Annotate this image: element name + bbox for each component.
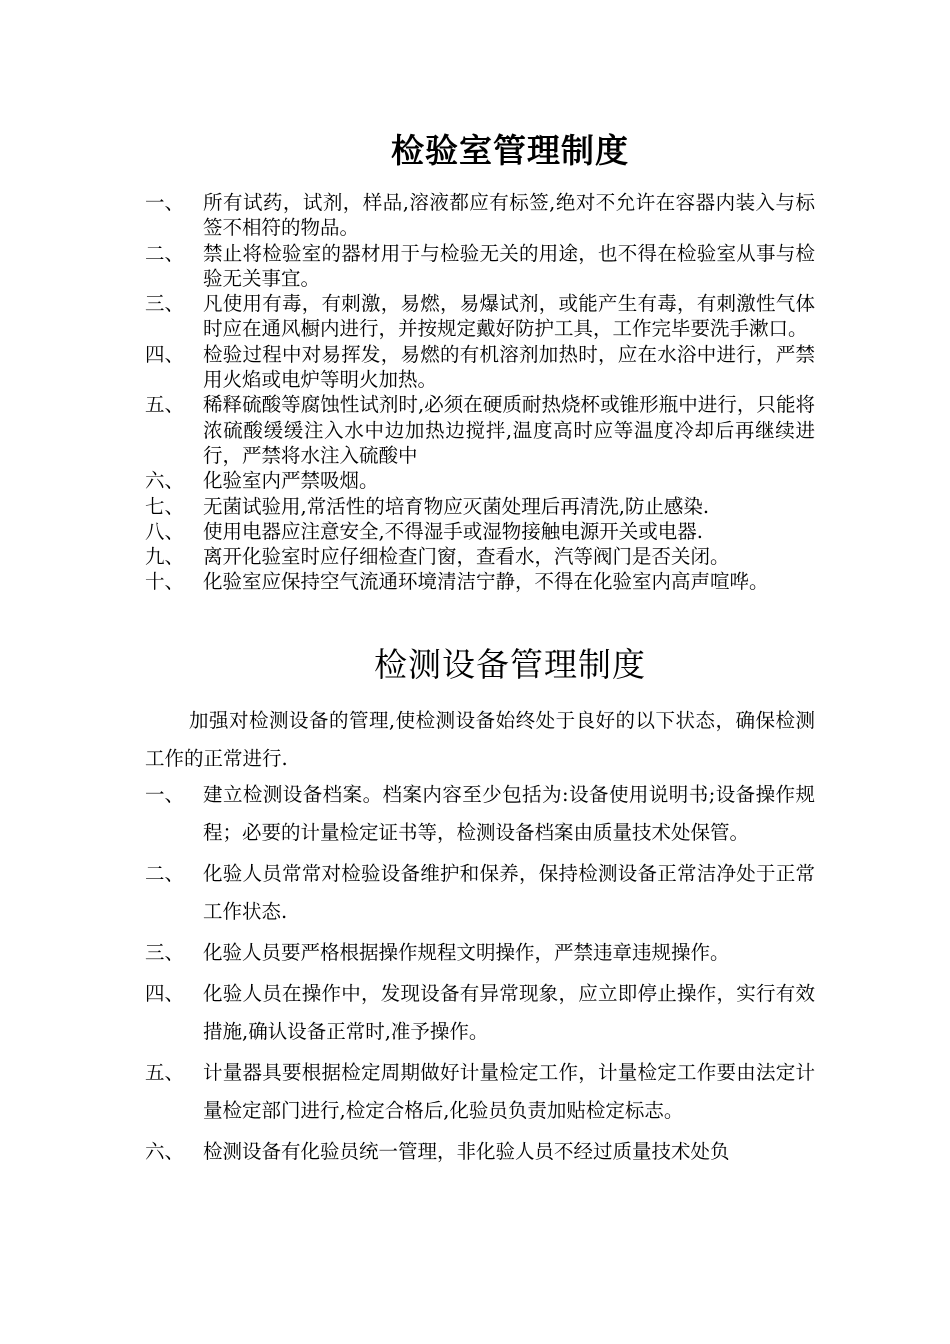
item-number: 二、	[145, 241, 185, 265]
item-text: 禁止将检验室的器材用于与检验无关的用途，也不得在检验室从事与检验无关事宜。	[203, 241, 815, 290]
list-item	[145, 1054, 815, 1130]
list-item	[145, 291, 815, 342]
item-text: 建立检测设备档案。档案内容至少包括为:设备使用说明书;设备操作规程；必要的计量检定证书等，检测设备档案由质量技术处保管。	[203, 783, 815, 844]
item-number: 一、	[145, 191, 185, 214]
item-text: 化验室应保持空气流通环境清洁宁静，不得在化验室内高声喧哗。	[203, 570, 769, 594]
item-text: 稀释硫酸等腐蚀性试剂时,必须在硬质耐热烧杯或锥形瓶中进行，只能将浓硫酸缓缓注入水中边加热边搅拌,温度高时应等温度冷却后再继续进行，严禁将水注入硫酸中	[203, 393, 815, 467]
section1-title: 检验室管理制度	[391, 131, 629, 170]
item-number: 五、	[145, 393, 185, 417]
item-text: 凡使用有毒，有刺激，易燃，易爆试剂，或能产生有毒，有刺激性气体时应在通风橱内进行，并按规定戴好防护工具，工作完毕要洗手漱口。	[203, 292, 815, 341]
item-number: 四、	[145, 342, 185, 366]
item-text: 检验过程中对易挥发，易燃的有机溶剂加热时，应在水浴中进行，严禁用火焰或电炉等明火加热。	[203, 342, 815, 392]
section2-intro: 加强对检测设备的管理,使检测设备始终处于良好的以下状态，确保检测工作的正常进行.	[145, 709, 815, 770]
list-item	[145, 855, 815, 931]
item-text: 检测设备有化验员统一管理，非化验人员不经过质量技术处负	[203, 1140, 730, 1163]
item-text: 所有试药，试剂，样品,溶液都应有标签,绝对不允许在容器内装入与标签不相符的物品。	[203, 191, 815, 240]
item-number: 六、	[145, 469, 185, 493]
item-text: 计量器具要根据检定周期做好计量检定工作，计量检定工作要由法定计量检定部门进行,检定合格后,化验员负责加贴检定标志。	[203, 1061, 815, 1122]
list-item	[145, 494, 815, 519]
list-item	[145, 975, 815, 1051]
item-number: 四、	[145, 982, 185, 1005]
list-item	[145, 519, 815, 544]
item-number: 十、	[145, 570, 185, 594]
item-number: 八、	[145, 519, 185, 543]
item-number: 二、	[145, 862, 185, 885]
list-item	[145, 1133, 815, 1171]
item-text: 无菌试验用,常活性的培育物应灭菌处理后再清洗,防止感染.	[203, 494, 710, 518]
item-number: 六、	[145, 1140, 185, 1163]
list-item	[145, 190, 815, 241]
item-number: 五、	[145, 1061, 185, 1084]
item-number: 三、	[145, 941, 185, 964]
item-text: 化验室内严禁吸烟。	[203, 469, 379, 493]
item-text: 化验人员常常对检验设备维护和保养，保持检测设备正常洁净处于正常工作状态.	[203, 862, 815, 923]
list-item	[145, 468, 815, 493]
item-text: 离开化验室时应仔细检查门窗，查看水，汽等阀门是否关闭。	[203, 545, 730, 569]
item-number: 七、	[145, 494, 185, 518]
item-number: 三、	[145, 292, 185, 316]
list-item	[145, 569, 815, 594]
item-text: 使用电器应注意安全,不得湿手或湿物接触电源开关或电器.	[203, 519, 703, 543]
list-item	[145, 544, 815, 569]
section2-title: 检测设备管理制度	[374, 645, 646, 684]
list-item	[145, 776, 815, 852]
item-number: 九、	[145, 545, 185, 569]
section1-list	[145, 190, 815, 595]
list-item	[145, 342, 815, 393]
section2-list	[145, 776, 815, 1174]
list-item	[145, 241, 815, 292]
item-text: 化验人员在操作中，发现设备有异常现象，应立即停止操作，实行有效措施,确认设备正常时,准予操作。	[203, 982, 815, 1043]
list-item	[145, 934, 815, 972]
item-number: 一、	[145, 783, 185, 806]
list-item	[145, 392, 815, 468]
item-text: 化验人员要严格根据操作规程文明操作，严禁违章违规操作。	[203, 941, 730, 964]
